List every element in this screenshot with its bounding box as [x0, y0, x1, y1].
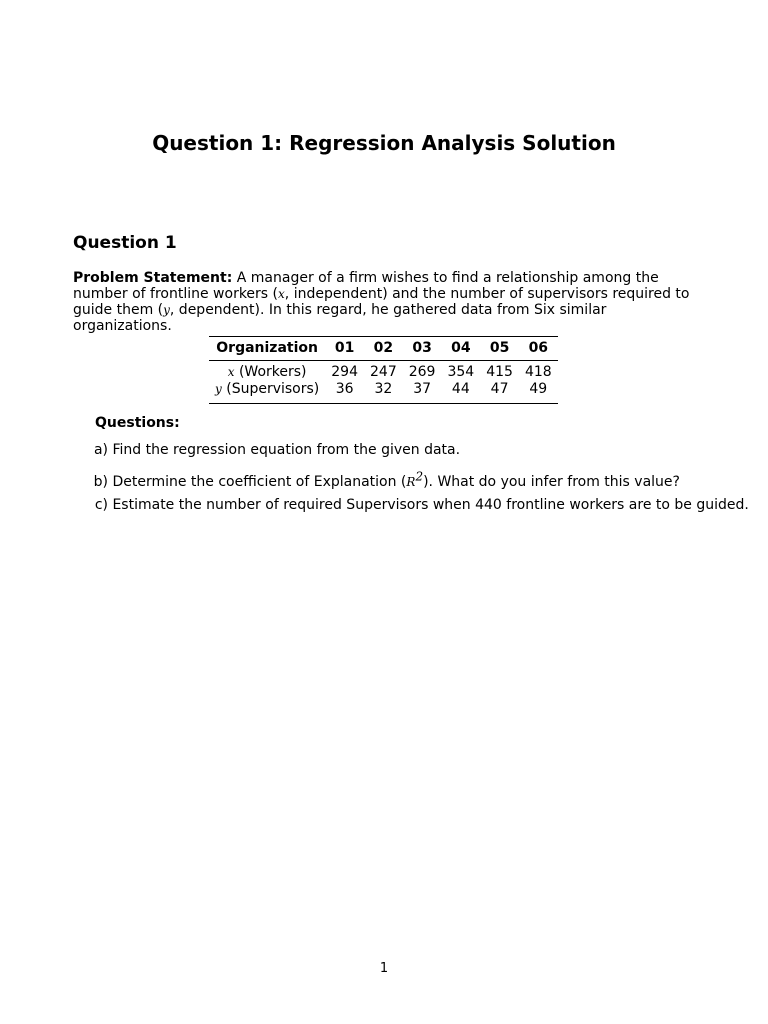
table-cell: 415 — [486, 364, 513, 380]
table-cell: 418 — [524, 364, 552, 380]
question-item — [80, 469, 680, 490]
table-header-cell: 04 — [451, 340, 471, 356]
question-text-before: Determine the coefficient of Explanation ( — [112, 473, 407, 490]
problem-text-2: , independent) and the number of supervisors required to guide them ( — [73, 286, 690, 318]
table-cell: 49 — [529, 381, 548, 397]
data-table — [209, 336, 558, 404]
variable-y: y — [163, 303, 170, 317]
table-cell: 354 — [447, 364, 475, 380]
table-cell: 269 — [408, 364, 436, 380]
row-variable: x — [227, 365, 235, 379]
table-cell: 247 — [370, 364, 397, 380]
problem-statement-lead: Problem Statement: — [73, 270, 233, 286]
table-row — [209, 381, 558, 404]
row-label-text: (Workers) — [234, 364, 307, 380]
table-cell: 294 — [331, 364, 358, 380]
document-title: Question 1: Regression Analysis Solution — [152, 131, 616, 155]
table-cell: 47 — [490, 381, 509, 397]
math-r: R — [406, 474, 416, 489]
table-header-cell: 02 — [373, 340, 394, 356]
question-text: Find the regression equation from the given data. — [112, 442, 461, 458]
question-item — [80, 497, 749, 513]
table-header-cell: 05 — [489, 340, 510, 356]
problem-statement — [73, 270, 697, 334]
table-cell: 32 — [374, 381, 393, 397]
question-marker: b) — [93, 473, 108, 490]
math-superscript: 2 — [415, 469, 424, 483]
row-label — [209, 381, 325, 404]
table-header-cell: 01 — [334, 340, 355, 356]
question-item — [80, 442, 460, 458]
question-marker: c) — [94, 497, 108, 513]
question-marker: a) — [93, 442, 108, 458]
section-heading: Question 1 — [73, 233, 177, 253]
problem-text-3: , dependent). In this regard, he gathered data from Six similar organizations. — [73, 302, 607, 334]
table-header-cell: 06 — [528, 340, 549, 356]
question-text — [112, 469, 680, 490]
question-text: Estimate the number of required Supervisors when 440 frontline workers are to be guided. — [112, 497, 749, 513]
page-number: 1 — [379, 961, 389, 976]
problem-text-1: A manager of a firm wishes to find a relationship among the number of frontline workers ( — [73, 270, 659, 302]
table-cell: 36 — [335, 381, 354, 397]
row-label-text: (Supervisors) — [221, 381, 320, 397]
table-header-cell: 03 — [412, 340, 432, 356]
row-variable: y — [215, 382, 222, 396]
table-header-row — [209, 337, 558, 361]
row-label — [209, 361, 325, 382]
table-cell: 44 — [451, 381, 470, 397]
table-cell: 37 — [413, 381, 432, 397]
variable-x: x — [278, 287, 285, 301]
question-text-after: ). What do you infer from this value? — [423, 473, 680, 490]
questions-heading: Questions: — [95, 415, 180, 431]
table-row — [209, 361, 558, 382]
table-header-cell: Organization — [216, 340, 318, 356]
